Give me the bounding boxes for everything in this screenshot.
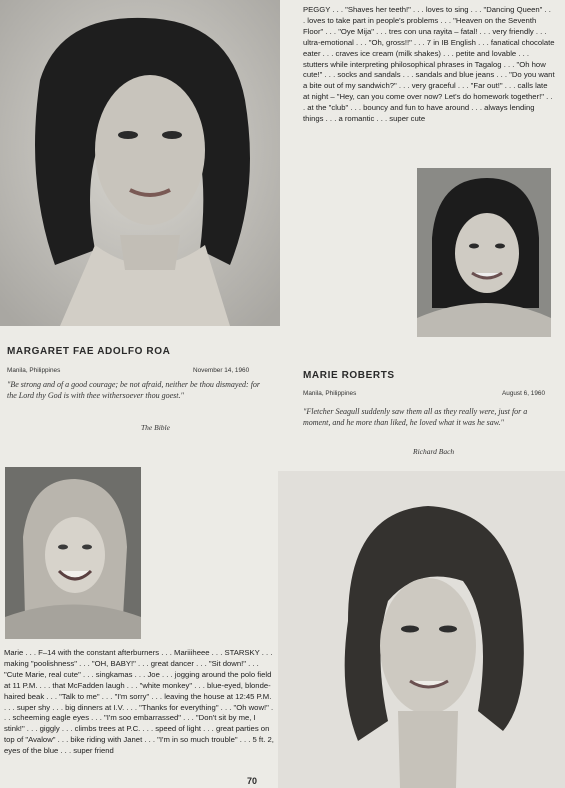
senior-name-marie: MARIE ROBERTS	[303, 370, 395, 381]
quote-source-margaret: The Bible	[141, 423, 170, 432]
peggy-description: PEGGY . . . "Shaves her teeth!" . . . loves to sing . . . "Dancing Queen" . . . loves to take part in people's problems . . . "Heaven on the Seventh Floor" . . . "Oye Mija" . . . tres con una rayita – fatal! . . . very friendly . . . ultra-emotional . . . "Oh, gross!!" . . . 7 in IB English . . . fanatical chocolate eater . . . craves ice cream (milk shakes) . . . petite and lovable . . . stutters while interpreting philosophical phrases in Tagalog . . . "Oh how cute!" . . . socks and sandals . . . sandals and blue jeans . . . "Do you want a bite out of my sandwich?" . . . very graceful . . . "Far out!" . . . calls late at night – "Hey, can you come over now? Let's do homework together!" . . . at the "club" . . . bouncy and fun to have around . . . always lending things . . . a romantic . . . super cute	[303, 5, 555, 124]
page-number: 70	[247, 776, 258, 786]
marie-description: Marie . . . F–14 with the constant afterburners . . . Mariiiheee . . . STARSKY . . . making "poolishness" . . . "OH, BABY!" . . . great dancer . . . "Sit down!" . . . "Cute Marie, real cute" . . . singkamas . . . Joe . . . jogging around the polo field at 11 P.M. . . . that McFadden laugh . . . "white monkey" . . . blue-eyed, blonde-haired beak . . . "Talk to me" . . . "I'm sorry" . . . leaving the house at 12:45 P.M. . . . super shy . . . big dinners at I.V. . . . "Thanks for everything" . . . "Oh wow!" . . . scheeming eagle eyes . . . "I'm soo embarrassed" . . . "Don't sit by me, I stink!" . . . giggly . . . climbs trees at P.C. . . . speed of light . . . great parties on top of "Avalow" . . . bike riding with Janet . . . "I'm in so much trouble" . . . 5 ft. 2, eyes of the blue . . . super friend	[4, 648, 274, 756]
portrait-marie-roberts	[278, 471, 565, 788]
quote-source-marie: Richard Bach	[413, 447, 455, 456]
birthdate-marie: August 6, 1960	[502, 390, 545, 397]
senior-name-margaret: MARGARET FAE ADOLFO ROA	[7, 346, 171, 357]
portrait-margaret-roa	[0, 0, 280, 326]
birthdate-margaret: November 14, 1960	[193, 367, 250, 374]
snapshot-margaret-roa	[417, 168, 551, 337]
snapshot-marie-roberts	[5, 467, 141, 639]
quote-margaret: "Be strong and of a good courage; be not afraid, neither be thou dismayed: for the Lord thy God is with thee withersoever thou goest."	[7, 380, 261, 400]
hometown-marie: Manila, Philippines	[303, 390, 357, 397]
quote-marie: "Fletcher Seagull suddenly saw them all as they really were, just for a moment, and he more than liked, he loved what it was he saw."	[303, 407, 528, 427]
hometown-margaret: Manila, Philippines	[7, 367, 61, 374]
